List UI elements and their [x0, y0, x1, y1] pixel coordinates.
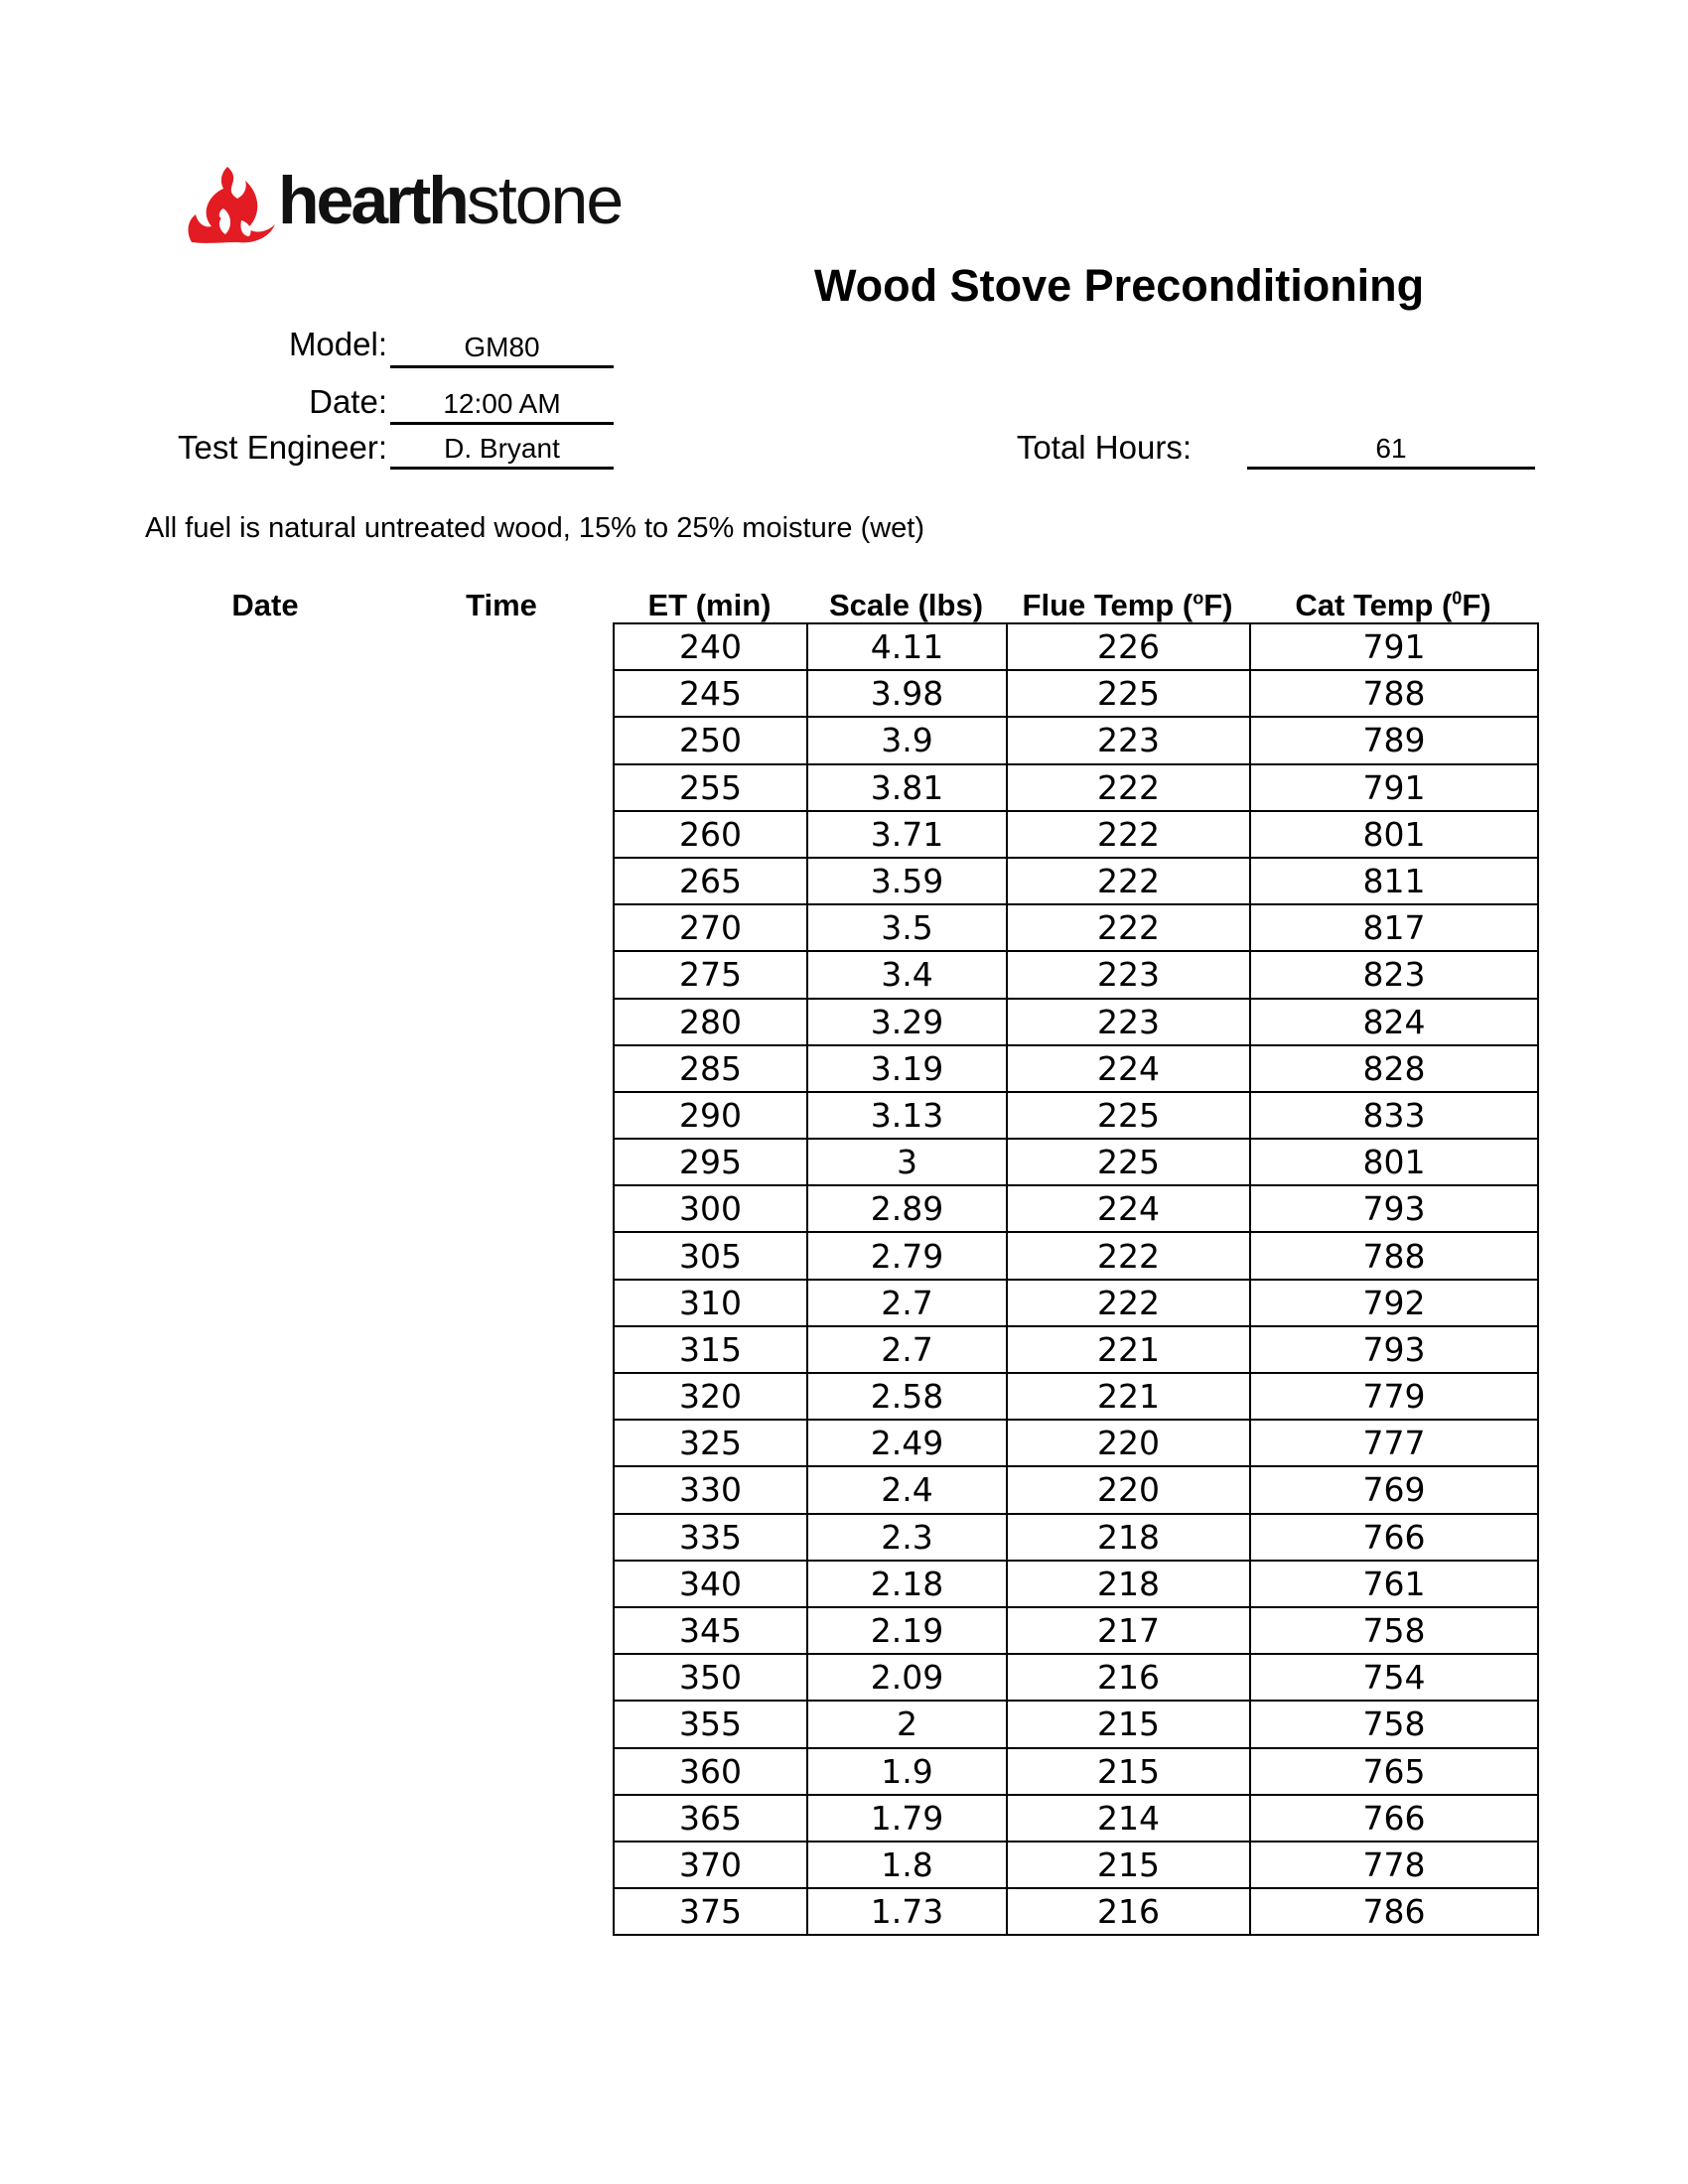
cat-temp-cell: 791: [1250, 764, 1538, 811]
table-row: [614, 1092, 1538, 1139]
flue-temp-cell: 216: [1007, 1888, 1250, 1935]
scale-cell: 3.81: [807, 764, 1007, 811]
date-value: 12:00 AM: [390, 386, 614, 425]
et-cell: 265: [614, 858, 807, 904]
flue-temp-cell: 222: [1007, 904, 1250, 951]
flue-temp-cell: 214: [1007, 1795, 1250, 1842]
total-hours-value: 61: [1247, 431, 1535, 470]
table-row: [614, 858, 1538, 904]
flue-temp-cell: 223: [1007, 951, 1250, 998]
scale-cell: 3.9: [807, 717, 1007, 763]
flame-icon: [184, 165, 278, 244]
flue-temp-cell: 220: [1007, 1420, 1250, 1466]
cat-temp-degree: 0: [1452, 588, 1463, 609]
et-cell: 275: [614, 951, 807, 998]
et-cell: 355: [614, 1701, 807, 1747]
scale-cell: 1.9: [807, 1748, 1007, 1795]
table-row: [614, 1607, 1538, 1654]
flue-temp-cell: 215: [1007, 1842, 1250, 1888]
scale-cell: 3.29: [807, 999, 1007, 1045]
model-value: GM80: [390, 330, 614, 368]
flue-temp-cell: 222: [1007, 811, 1250, 858]
hearthstone-logo: [184, 165, 640, 244]
table-row: [614, 717, 1538, 763]
flue-temp-cell: 221: [1007, 1373, 1250, 1420]
scale-cell: 2.09: [807, 1654, 1007, 1701]
scale-cell: 2.58: [807, 1373, 1007, 1420]
logo-bold-text: hearth: [278, 163, 467, 238]
table-row: [614, 1748, 1538, 1795]
flue-temp-cell: 224: [1007, 1185, 1250, 1232]
et-cell: 375: [614, 1888, 807, 1935]
table-row: [614, 623, 1538, 670]
et-cell: 345: [614, 1607, 807, 1654]
scale-cell: 2.19: [807, 1607, 1007, 1654]
scale-cell: 2.7: [807, 1280, 1007, 1326]
cat-temp-cell: 758: [1250, 1701, 1538, 1747]
table-row: [614, 1373, 1538, 1420]
scale-cell: 3.71: [807, 811, 1007, 858]
logo-wordmark: [278, 161, 622, 240]
header-scale: Scale (lbs): [828, 588, 984, 622]
table-row: [614, 670, 1538, 717]
scale-cell: 4.11: [807, 623, 1007, 670]
cat-temp-cell: 777: [1250, 1420, 1538, 1466]
flue-temp-cell: 215: [1007, 1701, 1250, 1747]
flue-temp-cell: 225: [1007, 1139, 1250, 1185]
cat-temp-cell: 811: [1250, 858, 1538, 904]
flue-temp-cell: 218: [1007, 1514, 1250, 1561]
engineer-label: Test Engineer:: [178, 429, 387, 466]
cat-temp-cell: 823: [1250, 951, 1538, 998]
engineer-value: D. Bryant: [390, 431, 614, 470]
et-cell: 240: [614, 623, 807, 670]
et-cell: 280: [614, 999, 807, 1045]
table-row: [614, 1185, 1538, 1232]
scale-cell: 2.89: [807, 1185, 1007, 1232]
table-row: [614, 1280, 1538, 1326]
scale-cell: 2.4: [807, 1466, 1007, 1513]
et-cell: 290: [614, 1092, 807, 1139]
table-row: [614, 1795, 1538, 1842]
et-cell: 245: [614, 670, 807, 717]
flue-temp-cell: 222: [1007, 1232, 1250, 1279]
table-row: [614, 1701, 1538, 1747]
et-cell: 255: [614, 764, 807, 811]
et-cell: 260: [614, 811, 807, 858]
cat-temp-cell: 791: [1250, 623, 1538, 670]
cat-temp-cell: 801: [1250, 1139, 1538, 1185]
header-cat-temp: [1249, 588, 1537, 623]
cat-temp-prefix: Cat Temp (: [1295, 588, 1453, 622]
fuel-note: All fuel is natural untreated wood, 15% to 25% moisture (wet): [145, 512, 925, 544]
cat-temp-cell: 824: [1250, 999, 1538, 1045]
flue-temp-cell: 221: [1007, 1326, 1250, 1373]
cat-temp-cell: 766: [1250, 1514, 1538, 1561]
cat-temp-cell: 788: [1250, 1232, 1538, 1279]
header-et: ET (min): [647, 588, 772, 622]
table-row: [614, 1514, 1538, 1561]
table-body: [614, 623, 1538, 1935]
flue-temp-cell: 223: [1007, 717, 1250, 763]
cat-temp-cell: 766: [1250, 1795, 1538, 1842]
cat-temp-cell: 769: [1250, 1466, 1538, 1513]
cat-temp-cell: 779: [1250, 1373, 1538, 1420]
scale-cell: 3.59: [807, 858, 1007, 904]
scale-cell: 3.98: [807, 670, 1007, 717]
cat-temp-cell: 761: [1250, 1561, 1538, 1607]
et-cell: 315: [614, 1326, 807, 1373]
scale-cell: 3.19: [807, 1045, 1007, 1092]
scale-cell: 2: [807, 1701, 1007, 1747]
cat-temp-cell: 789: [1250, 717, 1538, 763]
flue-temp-cell: 222: [1007, 858, 1250, 904]
scale-cell: 3.5: [807, 904, 1007, 951]
cat-temp-cell: 788: [1250, 670, 1538, 717]
et-cell: 285: [614, 1045, 807, 1092]
et-cell: 310: [614, 1280, 807, 1326]
flue-temp-cell: 215: [1007, 1748, 1250, 1795]
cat-temp-cell: 833: [1250, 1092, 1538, 1139]
cat-temp-cell: 786: [1250, 1888, 1538, 1935]
cat-temp-cell: 765: [1250, 1748, 1538, 1795]
table-row: [614, 1654, 1538, 1701]
cat-temp-cell: 817: [1250, 904, 1538, 951]
flue-temp-cell: 217: [1007, 1607, 1250, 1654]
scale-cell: 2.49: [807, 1420, 1007, 1466]
flue-temp-cell: 224: [1007, 1045, 1250, 1092]
table-row: [614, 1420, 1538, 1466]
flue-temp-cell: 225: [1007, 670, 1250, 717]
total-hours-label: Total Hours:: [1016, 429, 1192, 466]
et-cell: 335: [614, 1514, 807, 1561]
et-cell: 250: [614, 717, 807, 763]
cat-temp-suffix: F): [1462, 588, 1491, 622]
flue-temp-cell: 222: [1007, 764, 1250, 811]
et-cell: 305: [614, 1232, 807, 1279]
flue-temp-cell: 226: [1007, 623, 1250, 670]
et-cell: 300: [614, 1185, 807, 1232]
et-cell: 350: [614, 1654, 807, 1701]
et-cell: 325: [614, 1420, 807, 1466]
table-row: [614, 1561, 1538, 1607]
cat-temp-cell: 754: [1250, 1654, 1538, 1701]
table-row: [614, 1139, 1538, 1185]
header-flue-temp: [1006, 588, 1249, 623]
model-label: Model:: [288, 326, 387, 362]
scale-cell: 2.3: [807, 1514, 1007, 1561]
flue-temp-cell: 222: [1007, 1280, 1250, 1326]
table-row: [614, 1842, 1538, 1888]
header-date: Date: [231, 588, 299, 622]
et-cell: 295: [614, 1139, 807, 1185]
flue-temp-cell: 220: [1007, 1466, 1250, 1513]
et-cell: 360: [614, 1748, 807, 1795]
flue-temp-degree: o: [1193, 588, 1204, 609]
table-row: [614, 904, 1538, 951]
scale-cell: 3.13: [807, 1092, 1007, 1139]
scale-cell: 1.8: [807, 1842, 1007, 1888]
cat-temp-cell: 792: [1250, 1280, 1538, 1326]
preconditioning-table: [613, 622, 1539, 1936]
cat-temp-cell: 793: [1250, 1185, 1538, 1232]
cat-temp-cell: 793: [1250, 1326, 1538, 1373]
et-cell: 320: [614, 1373, 807, 1420]
scale-cell: 3.4: [807, 951, 1007, 998]
et-cell: 340: [614, 1561, 807, 1607]
cat-temp-cell: 778: [1250, 1842, 1538, 1888]
logo-light-text: stone: [466, 163, 623, 238]
date-label: Date:: [309, 383, 387, 420]
cat-temp-cell: 828: [1250, 1045, 1538, 1092]
flue-temp-cell: 225: [1007, 1092, 1250, 1139]
et-cell: 330: [614, 1466, 807, 1513]
flue-temp-prefix: Flue Temp (: [1022, 588, 1194, 622]
scale-cell: 3: [807, 1139, 1007, 1185]
flue-temp-cell: 216: [1007, 1654, 1250, 1701]
document-title: Wood Stove Preconditioning: [814, 260, 1425, 311]
et-cell: 270: [614, 904, 807, 951]
table-row: [614, 1326, 1538, 1373]
table-row: [614, 951, 1538, 998]
scale-cell: 1.79: [807, 1795, 1007, 1842]
cat-temp-cell: 758: [1250, 1607, 1538, 1654]
table-row: [614, 1466, 1538, 1513]
scale-cell: 2.18: [807, 1561, 1007, 1607]
flue-temp-cell: 218: [1007, 1561, 1250, 1607]
flue-temp-suffix: F): [1203, 588, 1233, 622]
table-row: [614, 764, 1538, 811]
table-row: [614, 1888, 1538, 1935]
table-row: [614, 811, 1538, 858]
cat-temp-cell: 801: [1250, 811, 1538, 858]
table-row: [614, 1045, 1538, 1092]
table-row: [614, 1232, 1538, 1279]
scale-cell: 1.73: [807, 1888, 1007, 1935]
scale-cell: 2.7: [807, 1326, 1007, 1373]
scale-cell: 2.79: [807, 1232, 1007, 1279]
flue-temp-cell: 223: [1007, 999, 1250, 1045]
header-time: Time: [466, 588, 537, 622]
et-cell: 365: [614, 1795, 807, 1842]
table-row: [614, 999, 1538, 1045]
et-cell: 370: [614, 1842, 807, 1888]
